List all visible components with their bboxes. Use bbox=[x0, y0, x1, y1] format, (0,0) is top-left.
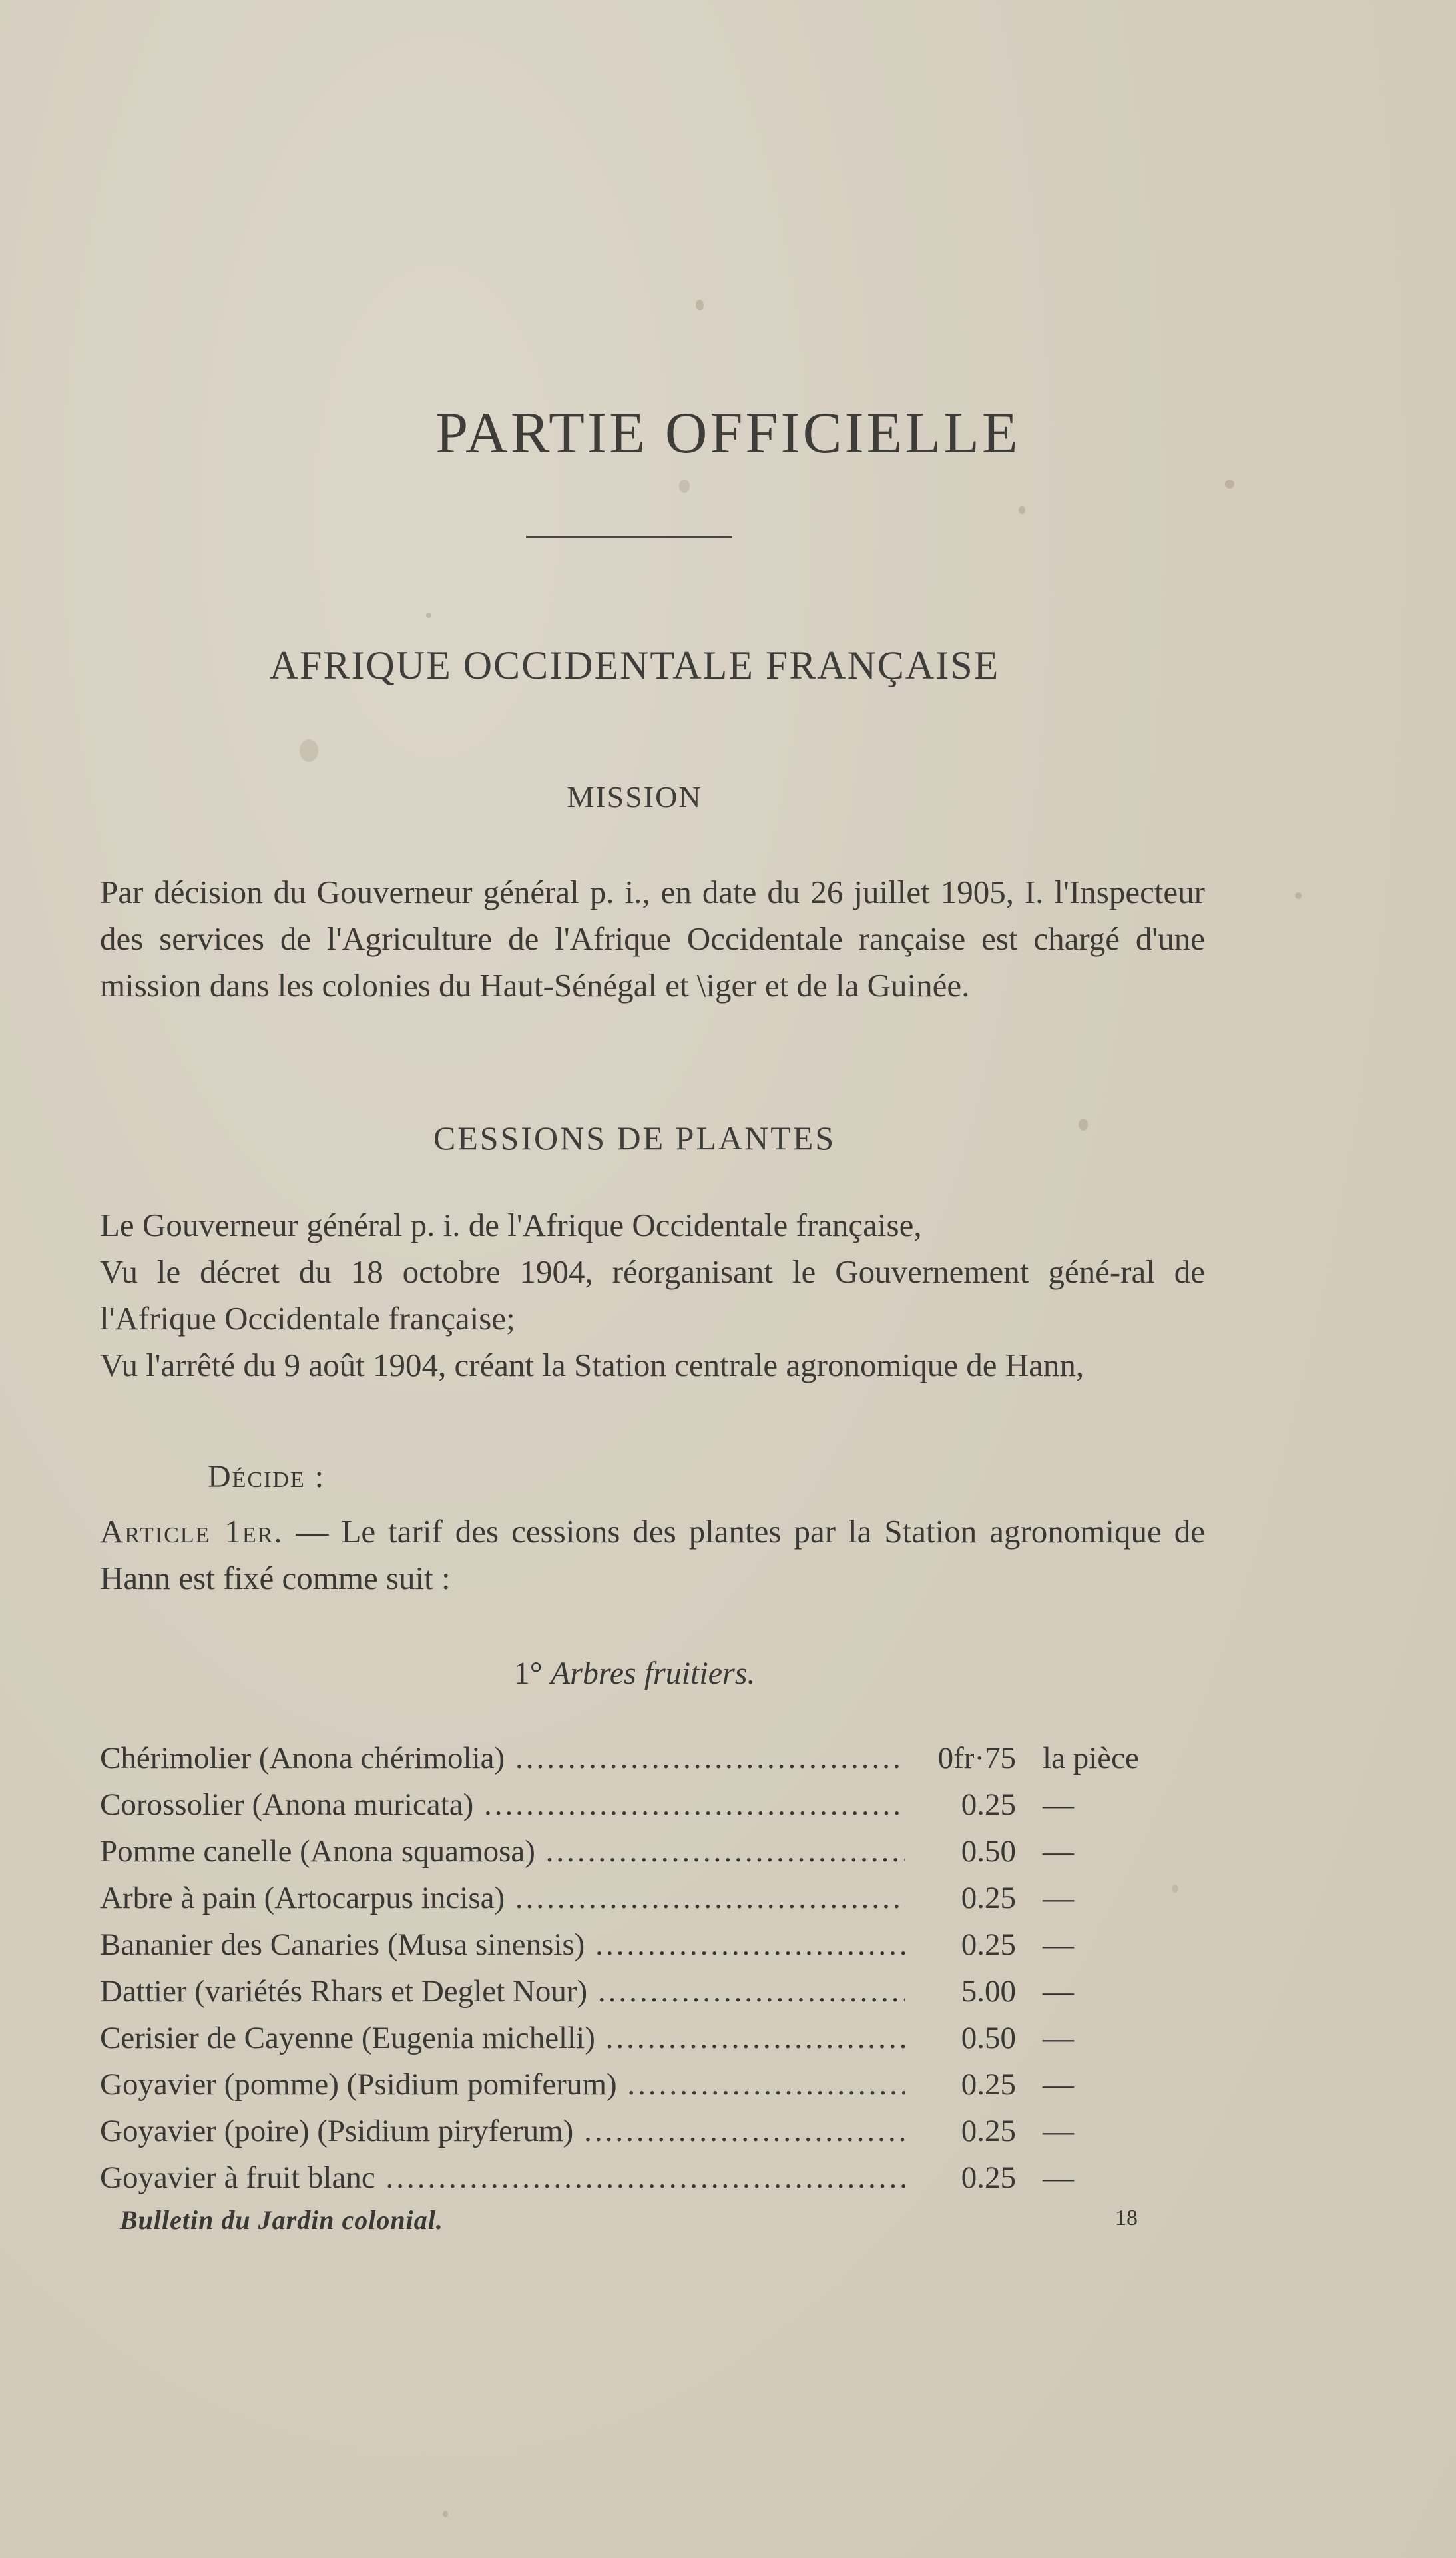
plant-unit: — bbox=[1043, 1927, 1075, 1962]
paper-speck bbox=[679, 480, 690, 493]
plant-name: Cerisier de Cayenne (Eugenia michelli) ..... bbox=[100, 2015, 905, 2061]
paper-speck bbox=[1225, 480, 1234, 489]
plant-name: Dattier (variétés Rhars et Deglet Nour) ..... bbox=[100, 1968, 905, 2015]
plant-name: Goyavier (poire) (Psidium piryferum) ..... bbox=[100, 2108, 905, 2154]
plant-unit: — bbox=[1043, 1834, 1075, 1869]
paper-speck bbox=[300, 739, 318, 762]
cessions-line-3: Vu l'arrêté du 9 août 1904, créant la Station centrale agronomique de Hann, bbox=[100, 1347, 1085, 1383]
plant-name: Pomme canelle (Anona squamosa) ..... bbox=[100, 1828, 905, 1875]
price-row bbox=[100, 1781, 1205, 1828]
mission-paragraph: Par décision du Gouverneur général p. i., en date du 26 juillet 1905, I. l'Inspecteur des services de l'Agriculture de l'Afrique Occidentale rançaise est chargé d'une mission dans les colonies du Haut-Sénégal et \iger et de la Guinée. bbox=[100, 874, 1205, 1004]
plant-price: 0.25 bbox=[961, 2114, 1017, 2148]
price-row bbox=[100, 2015, 1205, 2061]
plant-price: 0.25 bbox=[961, 2067, 1017, 2102]
price-row bbox=[100, 1921, 1205, 1968]
plant-name: Arbre à pain (Artocarpus incisa) ..... bbox=[100, 1875, 905, 1921]
plant-price: 0.25 bbox=[961, 1881, 1017, 1915]
cessions-line-1: Le Gouverneur général p. i. de l'Afrique Occidentale française, bbox=[100, 1207, 922, 1243]
footer-publication-title: Bulletin du Jardin colonial. bbox=[120, 2205, 443, 2235]
price-row bbox=[100, 1735, 1205, 1781]
paper-speck bbox=[426, 613, 431, 618]
plant-unit: — bbox=[1043, 1974, 1075, 2009]
price-row bbox=[100, 2108, 1205, 2154]
cessions-line-2: Vu le décret du 18 octobre 1904, réorganisant le Gouvernement géné-ral de l'Afrique Occidentale française; bbox=[100, 1253, 1205, 1337]
plant-price: 0.25 bbox=[961, 1787, 1017, 1822]
plant-unit: — bbox=[1043, 2021, 1075, 2055]
paper-speck bbox=[696, 300, 704, 310]
section-heading-afrique: AFRIQUE OCCIDENTALE FRANÇAISE bbox=[269, 643, 1000, 687]
plant-price: 5.00 bbox=[961, 1974, 1017, 2009]
plant-unit: — bbox=[1043, 2067, 1075, 2102]
plant-unit: la pièce bbox=[1043, 1741, 1139, 1775]
article-paragraph bbox=[100, 1508, 1205, 1602]
plant-price: 0.50 bbox=[961, 2021, 1017, 2055]
plant-name: Bananier des Canaries (Musa sinensis) ..... bbox=[100, 1921, 905, 1968]
plant-price: 0fr·75 bbox=[937, 1741, 1017, 1775]
subheading-title: Arbres fruitiers. bbox=[550, 1656, 756, 1691]
decide-label: Décide : bbox=[208, 1459, 326, 1494]
article-label: Article 1er. bbox=[100, 1513, 284, 1550]
subheading-arbres-fruitiers bbox=[0, 1655, 1269, 1692]
section-heading-cessions: CESSIONS DE PLANTES bbox=[433, 1119, 836, 1157]
paper-speck bbox=[1295, 892, 1302, 899]
title-rule bbox=[526, 536, 732, 538]
price-row bbox=[100, 2061, 1205, 2108]
price-row bbox=[100, 1968, 1205, 2015]
plant-unit: — bbox=[1043, 2160, 1075, 2195]
plant-price: 0.25 bbox=[961, 1927, 1017, 1962]
section-heading-mission: MISSION bbox=[567, 780, 702, 814]
article-text: — Le tarif des cessions des plantes par la Station agronomique de Hann est fixé comme suit : bbox=[100, 1513, 1205, 1596]
plant-price: 0.25 bbox=[961, 2160, 1017, 2195]
plant-name: Goyavier à fruit blanc ..... bbox=[100, 2154, 905, 2201]
plant-unit: — bbox=[1043, 1787, 1075, 1822]
paper-speck bbox=[1019, 506, 1025, 514]
page-title: PARTIE OFFICIELLE bbox=[435, 401, 1021, 466]
price-row bbox=[100, 1828, 1205, 1875]
price-row bbox=[100, 2154, 1205, 2201]
plant-name: Chérimolier (Anona chérimolia) ..... bbox=[100, 1735, 905, 1781]
subheading-number: 1° bbox=[513, 1656, 543, 1691]
plant-name: Goyavier (pomme) (Psidium pomiferum) ..... bbox=[100, 2061, 905, 2108]
price-row bbox=[100, 1875, 1205, 1921]
plant-name: Corossolier (Anona muricata) ..... bbox=[100, 1781, 905, 1828]
footer-page-number: 18 bbox=[1115, 2206, 1138, 2230]
plant-unit: — bbox=[1043, 2114, 1075, 2148]
plant-unit: — bbox=[1043, 1881, 1075, 1915]
plant-price: 0.50 bbox=[961, 1834, 1017, 1869]
paper-speck bbox=[443, 2511, 448, 2517]
